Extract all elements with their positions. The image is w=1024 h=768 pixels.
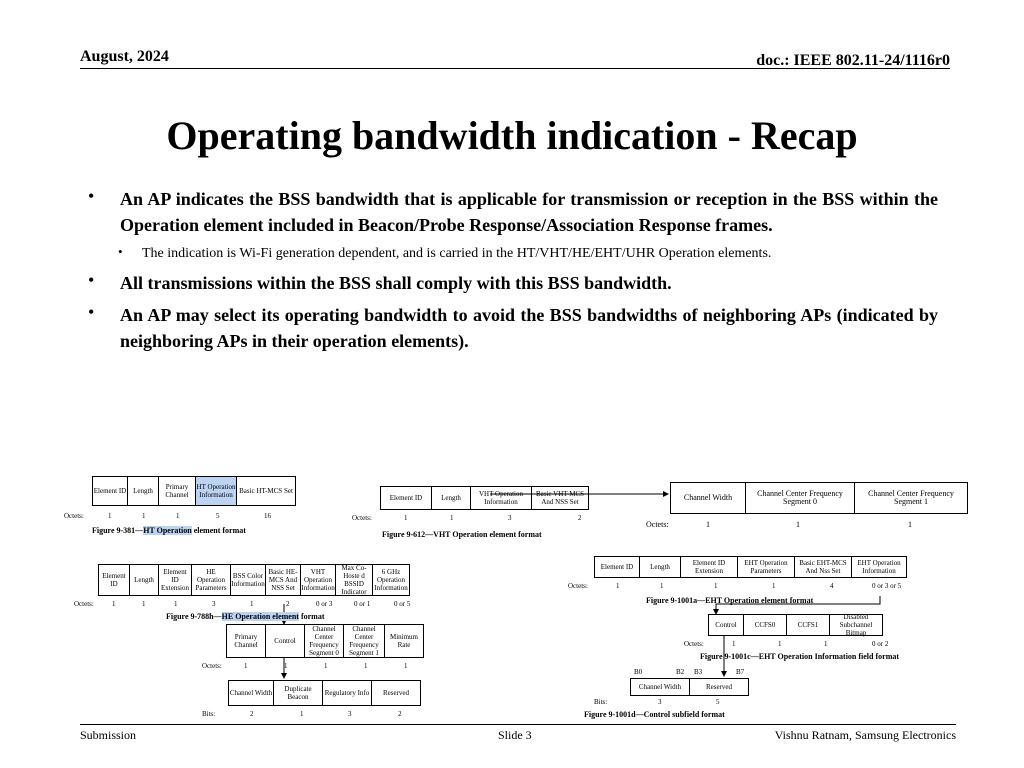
- bit-position: B3: [694, 668, 703, 676]
- bit-value: 3: [658, 698, 662, 706]
- octet-value: 1: [824, 640, 828, 648]
- field-cell: VHT Operation Information: [470, 486, 532, 510]
- octet-value: 1: [176, 512, 180, 520]
- field-cell: Element ID Extension: [158, 564, 192, 596]
- field-cell: CCFS0: [743, 614, 787, 636]
- octet-value: 0 or 5: [394, 600, 411, 608]
- figure-caption: Figure 9-1001a—EHT Operation element format: [646, 596, 814, 605]
- field-cell: Length: [431, 486, 471, 510]
- field-cell: Primary Channel: [158, 476, 196, 506]
- field-cell: Channel Center Frequency Segment 0: [304, 624, 344, 658]
- field-cell: Basic VHT-MCS And NSS Set: [531, 486, 589, 510]
- field-cell: Primary Channel: [226, 624, 266, 658]
- octet-value: 2: [286, 600, 290, 608]
- octets-label: Octets:: [74, 600, 94, 608]
- field-cell: Length: [127, 476, 159, 506]
- octets-label: Octets:: [568, 582, 588, 590]
- octet-value: 16: [264, 512, 271, 520]
- octet-value: 2: [578, 514, 582, 522]
- octet-value: 1: [778, 640, 782, 648]
- bits-label: Bits:: [202, 710, 216, 718]
- field-cell: BSS Color Information: [230, 564, 266, 596]
- octet-value: 1: [364, 662, 368, 670]
- octet-value: 1: [908, 520, 912, 529]
- bits-label: Bits:: [594, 698, 608, 706]
- octets-label: Octets:: [202, 662, 222, 670]
- field-cell: Control: [265, 624, 305, 658]
- octet-value: 1: [174, 600, 178, 608]
- field-cell: Length: [129, 564, 159, 596]
- field-cell: Minimum Rate: [384, 624, 424, 658]
- octets-label: Octets:: [646, 520, 669, 529]
- field-cell: Duplicate Beacon: [273, 680, 323, 706]
- octet-value: 1: [142, 600, 146, 608]
- octet-value: 1: [706, 520, 710, 529]
- octet-value: 1: [324, 662, 328, 670]
- bullet-item: • All transmissions within the BSS shall comply with this BSS bandwidth.: [88, 270, 672, 293]
- field-cell: 6 GHz Operation Information: [372, 564, 410, 596]
- octet-value: 1: [142, 512, 146, 520]
- bit-value: 5: [716, 698, 720, 706]
- octet-value: 0 or 3: [316, 600, 333, 608]
- octet-value: 1: [450, 514, 454, 522]
- field-cell: HT Operation Information: [195, 476, 237, 506]
- field-cell: CCFS1: [786, 614, 830, 636]
- bit-position: B0: [634, 668, 643, 676]
- bit-value: 3: [348, 710, 352, 718]
- octets-label: Octets:: [64, 512, 84, 520]
- field-cell: Element ID Extension: [680, 556, 738, 578]
- footer-divider: [80, 724, 956, 725]
- field-cell: Reserved: [689, 678, 749, 696]
- field-cell: EHT Operation Information: [851, 556, 907, 578]
- bullet-item: • An AP indicates the BSS bandwidth that is applicable for transmission or reception in the BSS within the Operation element included in Beacon/Probe Response/Association Response frames.: [88, 186, 938, 235]
- octet-value: 1: [616, 582, 620, 590]
- octet-value: 1: [250, 600, 254, 608]
- octet-value: 0 or 1: [354, 600, 371, 608]
- octet-value: 5: [216, 512, 220, 520]
- footer-slide-number: Slide 3: [498, 728, 532, 742]
- field-cell: Basic HE-MCS And NSS Set: [265, 564, 301, 596]
- bit-value: 2: [398, 710, 402, 718]
- field-cell: Basic EHT-MCS And Nss Set: [794, 556, 852, 578]
- octet-value: 1: [714, 582, 718, 590]
- octets-label: Octets:: [352, 514, 372, 522]
- octet-value: 3: [508, 514, 512, 522]
- sub-bullet-item: • The indication is Wi-Fi generation dependent, and is carried in the HT/VHT/HE/EHT/UHR Operation elements.: [118, 244, 772, 261]
- octet-value: 4: [830, 582, 834, 590]
- field-cell: Element ID: [594, 556, 640, 578]
- octet-value: 1: [732, 640, 736, 648]
- octet-value: 1: [112, 600, 116, 608]
- field-cell: Channel Width: [630, 678, 690, 696]
- field-cell: VHT Operation Information: [300, 564, 336, 596]
- footer-submission: Submission: [80, 728, 137, 742]
- figure-caption: Figure 9-788h—HE Operation element format: [166, 612, 325, 621]
- field-cell: Channel Width: [670, 482, 746, 514]
- octet-value: 0 or 2: [872, 640, 889, 648]
- octet-value: 1: [772, 582, 776, 590]
- field-cell: Channel Center Frequency Segment 0: [745, 482, 855, 514]
- field-cell: Element ID: [380, 486, 432, 510]
- field-cell: EHT Operation Parameters: [737, 556, 795, 578]
- field-cell: Channel Center Frequency Segment 1: [343, 624, 385, 658]
- field-cell: Length: [639, 556, 681, 578]
- octet-value: 3: [212, 600, 216, 608]
- field-cell: Element ID: [98, 564, 130, 596]
- field-cell: Max Co-Hoste d BSSID Indicator: [335, 564, 373, 596]
- octet-value: 1: [660, 582, 664, 590]
- header-doc-id: doc.: IEEE 802.11-24/1116r0: [756, 52, 950, 69]
- octets-label: Octets:: [684, 640, 704, 648]
- octet-value: 1: [108, 512, 112, 520]
- octet-value: 1: [404, 662, 408, 670]
- bit-position: B7: [736, 668, 745, 676]
- octet-value: 1: [244, 662, 248, 670]
- field-cell: Element ID: [92, 476, 128, 506]
- bullet-item: • An AP may select its operating bandwidth to avoid the BSS bandwidths of neighboring APs (indicated by neighboring APs in their operation elements).: [88, 302, 938, 351]
- octet-value: 0 or 3 or 5: [872, 582, 902, 590]
- field-cell: Channel Width: [228, 680, 274, 706]
- header-date: August, 2024: [80, 48, 169, 65]
- field-cell: Regulatory Info: [322, 680, 372, 706]
- figure-caption: Figure 9-1001d—Control subfield format: [584, 710, 725, 719]
- octet-value: 1: [404, 514, 408, 522]
- octet-value: 1: [796, 520, 800, 529]
- field-cell: Reserved: [371, 680, 421, 706]
- field-cell: Disabled Subchannel Bitmap: [829, 614, 883, 636]
- figure-caption: Figure 9-1001c—EHT Operation Information field format: [700, 652, 900, 661]
- field-cell: Channel Center Frequency Segment 1: [854, 482, 968, 514]
- field-cell: Basic HT-MCS Set: [236, 476, 296, 506]
- bit-position: B2: [676, 668, 685, 676]
- figure-caption: Figure 9-381—HT Operation element format: [92, 526, 246, 535]
- bit-value: 1: [300, 710, 304, 718]
- field-cell: HE Operation Parameters: [191, 564, 231, 596]
- octet-value: 1: [284, 662, 288, 670]
- field-cell: Control: [708, 614, 744, 636]
- bit-value: 2: [250, 710, 254, 718]
- footer-author: Vishnu Ratnam, Samsung Electronics: [774, 728, 956, 742]
- slide-title: Operating bandwidth indication - Recap: [166, 113, 858, 158]
- figure-caption: Figure 9-612—VHT Operation element format: [382, 530, 542, 539]
